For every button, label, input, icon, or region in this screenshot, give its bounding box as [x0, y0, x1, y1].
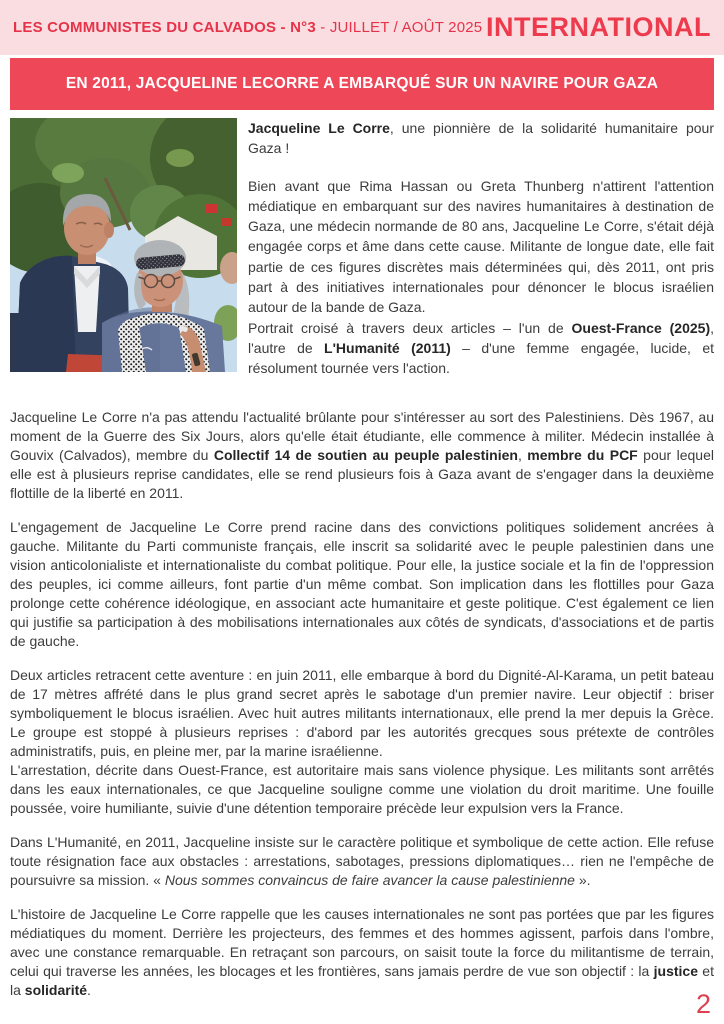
intro-section: [10, 118, 714, 396]
masthead: [0, 0, 724, 55]
article-banner: [10, 58, 714, 110]
section-label: INTERNATIONAL: [486, 12, 711, 42]
article-banner-title: EN 2011, JACQUELINE LECORRE A EMBARQUÉ SUR UN NAVIRE POUR GAZA: [65, 75, 659, 92]
intro-paragraph: Bien avant que Rima Hassan ou Greta Thunberg n'attirent l'attention médiatique en embarquant sur des navires humanitaires à destination de Gaza, une médecin normande de 80 ans, Jacqueline Le Corre, s'était déjà engagée corps et âme dans cette cause. Militante de longue date, elle fait partie de ces figures discrètes mais déterminées qui, dès 2011, ont pris part à des initiatives internationales pour dénoncer le blocus israélien autour de la bande de Gaza. Portrait croisé à travers deux articles – l'un de Ouest-France (2025), l'autre de L'Humanité (2011) – d'une femme engagée, lucide, et résolument tournée vers l'action.: [248, 177, 715, 377]
masthead-title-bold: LES COMMUNISTES DU CALVADOS - N°3: [13, 19, 316, 36]
intro-lead: Jacqueline Le Corre, une pionnière de la solidarité humanitaire pour Gaza !: [248, 120, 714, 157]
masthead-title: [13, 19, 482, 36]
photo-illustration: [10, 118, 237, 372]
body-paragraph: L'histoire de Jacqueline Le Corre rappelle que les causes internationales ne sont pas portées que par les figures médiatiques du moment. Derrière les projecteurs, des femmes et des hommes agissent, parfois dans l'ombre, avec une constance remarquable. En retraçant son parcours, on saisit toute la force du militantisme de terrain, celui qui traverse les années, les blocages et les frontières, sans jamais perdre de vue son objectif : la justice et la solidarité.: [10, 906, 714, 999]
article-photo: [10, 118, 237, 372]
article-body: [10, 408, 714, 1001]
body-paragraph: Jacqueline Le Corre n'a pas attendu l'actualité brûlante pour s'intéresser au sort des Palestiniens. Dès 1967, au moment de la Guerre des Six Jours, alors qu'elle était étudiante, elle commence à militer. Médecin installée à Gouvix (Calvados), membre du Collectif 14 de soutien au peuple palestinien, membre du PCF pour lequel elle est à plusieurs reprise candidates, elle se rend plusieurs fois à Gaza avant de s'engager dans la deuxième flottille de la liberté en 2011.: [10, 408, 714, 501]
page-number: 2: [695, 989, 711, 1019]
masthead-title-date: - JUILLET / AOÛT 2025: [320, 19, 483, 36]
body-paragraph: Deux articles retracent cette aventure : en juin 2011, elle embarque à bord du Dignité-Al-Karama, un petit bateau de 17 mètres affrété dans le plus grand secret après le sabotage d'un premier navire. Leur objectif : briser symboliquement le blocus israélien. Avec huit autres militants internationaux, elle prend la mer depuis la Grèce. Le groupe est stoppé à plusieurs reprises : d'abord par les autorités grecques sous prétexte de contrôles administratifs, puis, en pleine mer, par la marine israélienne. L'arrestation, décrite dans Ouest-France, est autoritaire mais sans violence physique. Les militants sont arrêtés dans les eaux internationales, ce que Jacqueline souligne comme une violation du droit maritime. Une fouille poussée, voire humiliante, suivie d'une détention temporaire précède leur expulsion vers la France.: [10, 666, 714, 817]
intro-text-column: [248, 118, 714, 396]
body-paragraph: Dans L'Humanité, en 2011, Jacqueline insiste sur le caractère politique et symbolique de cette action. Elle refuse toute résignation face aux obstacles : arrestations, sabotages, pressions diplomatiques… rien ne l'empêche de poursuivre sa mission. « Nous sommes convaincus de faire avancer la cause palestinienne ».: [10, 834, 714, 889]
body-paragraph: L'engagement de Jacqueline Le Corre prend racine dans des convictions politiques solidement ancrées à gauche. Militante du Parti communiste français, elle inscrit sa solidarité avec le peuple palestinien dans une vision anticolonialiste et internationaliste du combat politique. Pour elle, la justice sociale et la fin de l'oppression des peuples, ici comme ailleurs, font partie d'un même combat. Son implication dans les flottilles pour Gaza prolonge cette cohérence idéologique, en associant acte humanitaire et geste politique. C'est également ce lien qui justifie sa participation à des mobilisations internationales aux côtés de syndicats, d'associations et de partis de gauche.: [10, 518, 714, 649]
